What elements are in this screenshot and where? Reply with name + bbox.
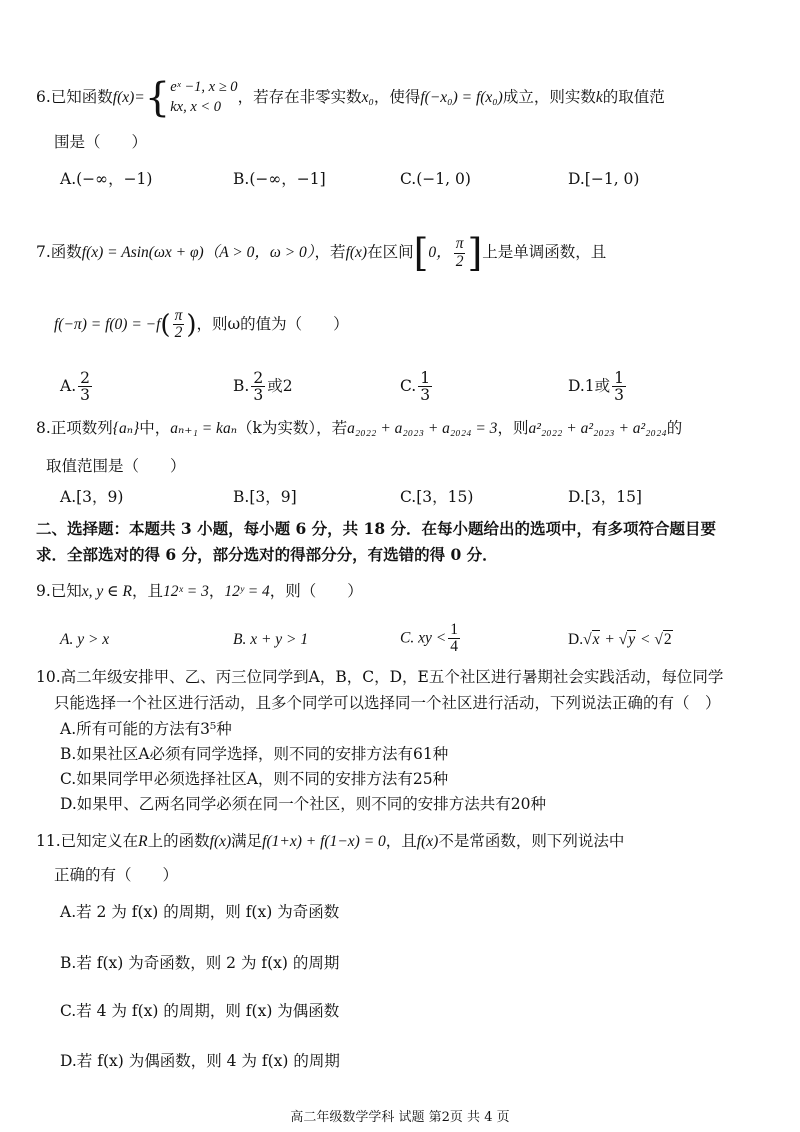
q11-option-a: A.若 2 为 f(x) 的周期，则 f(x) 为奇函数: [60, 903, 340, 921]
q11-equation: f(1+x) + f(1−x) = 0: [262, 833, 386, 850]
q9-d-prefix: D.: [568, 631, 584, 648]
q9-c-frac: [448, 622, 460, 656]
q7-pi: π: [455, 235, 464, 253]
q7-prefix: 7.函数: [36, 243, 82, 261]
q7-d-den: 3: [614, 386, 625, 405]
q7-interval-left: 0，: [428, 244, 452, 261]
q6-condition: f(−x₀) = f(x₀): [420, 89, 503, 106]
q7-paren-right: ): [186, 309, 197, 340]
q9-d-plus: +: [600, 631, 619, 648]
q6-line1: [36, 75, 665, 121]
q6-function: f(x)=: [112, 89, 145, 106]
q7-a-label: A.: [60, 376, 77, 395]
q10-option-a: A.所有可能的方法有3⁵种: [60, 720, 232, 738]
q7-pi-over-2: [454, 236, 466, 270]
q11-R: R: [138, 833, 148, 850]
q9-c-prefix: C. xy <: [400, 629, 447, 647]
q9-d-two: 2: [663, 631, 672, 648]
q8-recurrence: aₙ₊₁ = kaₙ: [170, 420, 237, 437]
section2-line1: 二、选择题：本题共 3 小题，每小题 6 分，共 18 分．在每小题给出的选项中，有多项符合题目要: [36, 519, 717, 538]
q7-line2: [54, 308, 349, 342]
q9-option-b: B. x + y > 1: [233, 631, 309, 648]
q7-b-tail: 或2: [267, 376, 293, 395]
q6-option-d: D.[−1, 0): [568, 170, 640, 188]
q9-option-d: D.√x + √y < √2: [568, 631, 672, 648]
q6-x0: x₀: [361, 89, 374, 106]
q6-case1: eˣ −1, x ≥ 0: [170, 79, 238, 96]
q11-text3: ，且: [385, 832, 417, 850]
q10-option-b: B.如果社区A必须有同学选择，则不同的安排方法有61种: [60, 745, 449, 763]
q7-b-frac: [251, 370, 265, 404]
q7-a-frac: [78, 370, 92, 404]
q8-line2: 取值范围是（ ）: [46, 457, 186, 475]
q7-text3: 上是单调函数，且: [482, 243, 607, 261]
q8-text2: ，则: [497, 419, 529, 437]
q10-line2: 只能选择一个社区进行活动，且多个同学可以选择同一个社区进行活动，下列说法正确的有（ ）: [54, 694, 721, 712]
q8-sequence: {aₙ}: [112, 420, 140, 437]
q11-fx-b: f(x): [416, 833, 439, 850]
q7-d-frac: [612, 370, 626, 404]
q7-option-c: [400, 370, 434, 404]
q8-option-d: D.[3，15]: [568, 488, 642, 506]
q7-pi-b: π: [174, 307, 183, 324]
q8-sum: a₂₀₂₂ + a₂₀₂₃ + a₂₀₂₄ = 3: [347, 420, 498, 437]
q7-b-label: B.: [233, 376, 250, 395]
q6-text1: ，若存在非零实数: [237, 88, 362, 106]
q7-a-den: 3: [80, 386, 90, 405]
q7-equation: f(−π) = f(0) = −f: [54, 315, 161, 333]
q7-option-b: [233, 370, 293, 404]
q6-prefix: 6.已知函数: [36, 88, 113, 106]
q7-b-den: 3: [253, 386, 264, 405]
q7-pi-over-2-b: [173, 308, 185, 342]
q7-c-den: 3: [420, 386, 431, 405]
q10-option-d: D.如果甲、乙两名同学必须在同一个社区，则不同的安排方法共有20种: [60, 795, 547, 813]
q9-c-num: 1: [450, 621, 458, 638]
q7-c-num: 1: [420, 369, 431, 387]
q9-eq2: 12ʸ = 4: [224, 583, 270, 600]
q7-bracket-right: ]: [467, 231, 483, 275]
q7-option-a: [60, 370, 94, 404]
q11-text1: 上的函数: [147, 832, 210, 850]
q8-squares: a²₂₀₂₂ + a²₂₀₂₃ + a²₂₀₂₄: [528, 420, 667, 437]
q8-text1: 中，: [139, 419, 171, 437]
q7-text1: ，若: [314, 243, 346, 261]
q7-conditions: （A > 0，ω > 0）: [203, 244, 315, 261]
q7-b-num: 2: [253, 369, 264, 387]
q7-a-num: 2: [80, 369, 90, 387]
q8-option-c: C.[3，15): [400, 488, 474, 506]
q11-line1: [36, 834, 624, 850]
q8-text3: 的: [666, 419, 683, 437]
q10-line1: 10.高二年级安排甲、乙、丙三位同学到A，B，C，D，E五个社区进行暑期社会实践活动，每位同学: [36, 668, 724, 686]
q7-line1: [36, 231, 607, 275]
q11-fx: f(x): [209, 833, 232, 850]
q9-d-lt: <: [636, 631, 655, 648]
q7-two-b: 2: [174, 324, 183, 342]
q7-function: f(x) = Asin(ωx + φ): [81, 244, 204, 261]
q11-text4: 不是常函数，则下列说法中: [438, 832, 625, 850]
q7-bracket-left: [: [413, 231, 429, 275]
q11-option-b: B.若 f(x) 为奇函数，则 2 为 f(x) 的周期: [60, 954, 340, 972]
q7-text4: ，则ω的值为（ ）: [196, 314, 349, 333]
q6-option-a: A.(−∞，−1): [60, 170, 153, 188]
q8-line1: [36, 421, 682, 437]
q9-vars: x, y ∈ R: [81, 583, 132, 600]
q6-piecewise: [170, 78, 237, 117]
q10-option-c: C.如果同学甲必须选择社区A，则不同的安排方法有25种: [60, 770, 449, 788]
q9-text1: ，且: [132, 582, 164, 600]
q7-fx: f(x): [345, 244, 368, 261]
q11-option-c: C.若 4 为 f(x) 的周期，则 f(x) 为偶函数: [60, 1002, 340, 1020]
q9-d-y: y: [628, 631, 636, 648]
q6-line2: 围是（ ）: [54, 133, 148, 151]
q6-text4: 的取值范: [602, 88, 665, 106]
page-footer: 高二年级数学学科 试题 第2页 共 4 页: [290, 1110, 510, 1125]
section2-line2: 求．全部选对的得 6 分，部分选对的得部分分，有选错的得 0 分．: [36, 545, 498, 564]
q9-option-c: [400, 622, 462, 656]
q7-d-label: D.1或: [568, 376, 611, 395]
q8-note: （k为实数），若: [236, 419, 348, 437]
q9-option-a: A. y > x: [60, 631, 110, 648]
q9-prefix: 9.已知: [36, 582, 82, 600]
q7-option-d: [568, 370, 628, 404]
q11-option-d: D.若 f(x) 为偶函数，则 4 为 f(x) 的周期: [60, 1052, 340, 1070]
q9-d-x: x: [592, 631, 600, 648]
q8-prefix: 8.正项数列: [36, 419, 113, 437]
q8-option-b: B.[3，9]: [233, 488, 297, 506]
q9-c-den: 4: [450, 638, 458, 656]
q8-option-a: A.[3，9): [60, 488, 124, 506]
q7-c-frac: [418, 370, 432, 404]
q11-prefix: 11.已知定义在: [36, 832, 139, 850]
q6-case2: kx, x < 0: [170, 99, 222, 115]
q7-c-label: C.: [400, 376, 417, 395]
q6-option-b: B.(−∞，−1]: [233, 170, 326, 188]
q9-eq1: 12ˣ = 3: [163, 583, 209, 600]
q6-text3: 成立，则实数: [502, 88, 596, 106]
q7-d-num: 1: [614, 369, 625, 387]
q11-text2: 满足: [231, 832, 263, 850]
q7-text2: 在区间: [367, 243, 414, 261]
q9-line1: [36, 584, 363, 600]
q9-text2: ，则（ ）: [269, 582, 363, 600]
q9-sep: ，: [208, 582, 225, 600]
q6-option-c: C.(−1, 0): [400, 170, 471, 188]
q6-text2: ，使得: [373, 88, 421, 106]
q6-brace: {: [144, 75, 171, 121]
q7-two: 2: [455, 252, 464, 270]
q6-k: k: [595, 89, 603, 106]
q7-paren-left: (: [160, 309, 171, 340]
q11-line2: 正确的有（ ）: [54, 866, 179, 884]
